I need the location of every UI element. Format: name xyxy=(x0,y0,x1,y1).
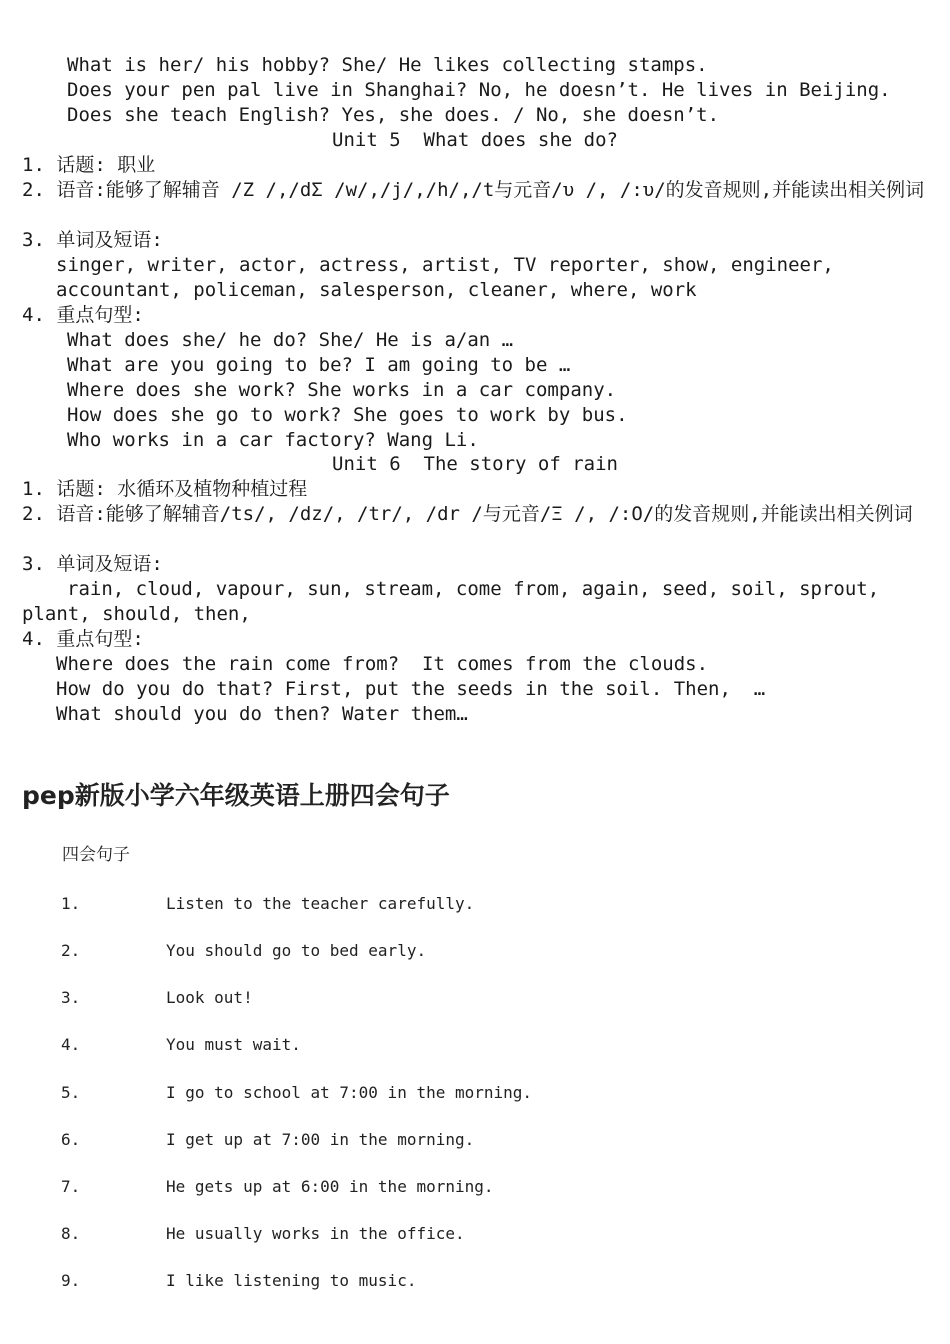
unit6-sentence: Where does the rain come from? It comes from the clouds. xyxy=(56,653,709,675)
unit4-sentence-2: Does your pen pal live in Shanghai? No, he doesn’t. He lives in Beijing. xyxy=(67,79,891,101)
list-item-text: I like listening to music. xyxy=(166,1271,417,1290)
list-item xyxy=(0,892,950,916)
unit6-vocab-line-2: plant, should, then, xyxy=(22,603,251,625)
unit5-sentence: Where does she work? She works in a car company. xyxy=(67,379,617,401)
unit5-sentence: What does she/ he do? She/ He is a/an … xyxy=(67,329,514,351)
unit5-phonics: 2. 语音:能够了解辅音 /Z /,/dΣ /w/,/j/,/h/,/t与元音/υ /, /:υ/的发音规则,并能读出相关例词 xyxy=(22,179,925,201)
list-item-text: You must wait. xyxy=(166,1035,301,1054)
unit6-sentence-label: 4. 重点句型: xyxy=(22,628,144,650)
list-item xyxy=(0,1128,950,1152)
list-item-number: 3. xyxy=(61,988,81,1007)
list-item xyxy=(0,939,950,963)
unit6-sentence: How do you do that? First, put the seeds in the soil. Then, … xyxy=(56,678,766,700)
list-item-number: 6. xyxy=(61,1130,81,1149)
list-item-text: He usually works in the office. xyxy=(166,1224,465,1243)
list-item xyxy=(0,1081,950,1105)
unit6-vocab-line-1: rain, cloud, vapour, sun, stream, come from, again, seed, soil, sprout, xyxy=(67,578,880,600)
list-item-text: Listen to the teacher carefully. xyxy=(166,894,475,913)
list-item-text: Look out! xyxy=(166,988,253,1007)
list-item-text: You should go to bed early. xyxy=(166,941,427,960)
unit6-topic: 1. 话题: 水循环及植物种植过程 xyxy=(22,478,308,500)
list-item-number: 4. xyxy=(61,1035,81,1054)
list-item-text: I go to school at 7:00 in the morning. xyxy=(166,1083,533,1102)
section-subtitle: 四会句子 xyxy=(62,845,130,865)
unit5-vocab-line-2: accountant, policeman, salesperson, cleaner, where, work xyxy=(56,279,697,301)
unit5-vocab-label: 3. 单词及短语: xyxy=(22,229,163,251)
list-item-number: 2. xyxy=(61,941,81,960)
list-item xyxy=(0,986,950,1010)
unit6-title: Unit 6 The story of rain xyxy=(332,453,618,475)
list-item xyxy=(0,1175,950,1199)
unit6-vocab-label: 3. 单词及短语: xyxy=(22,553,163,575)
list-item xyxy=(0,1222,950,1246)
unit5-vocab-line-1: singer, writer, actor, actress, artist, TV reporter, show, engineer, xyxy=(56,254,834,276)
unit6-phonics: 2. 语音:能够了解辅音/ts/, /dz/, /tr/, /dr /与元音/Ξ /, /:O/的发音规则,并能读出相关例词 xyxy=(22,503,913,525)
unit5-topic: 1. 话题: 职业 xyxy=(22,154,156,176)
list-item-text: He gets up at 6:00 in the morning. xyxy=(166,1177,494,1196)
list-item-text: I get up at 7:00 in the morning. xyxy=(166,1130,475,1149)
section-heading: pep新版小学六年级英语上册四会句子 xyxy=(22,781,450,810)
unit4-sentence-3: Does she teach English? Yes, she does. / No, she doesn’t. xyxy=(67,104,720,126)
list-item-number: 8. xyxy=(61,1224,81,1243)
list-item xyxy=(0,1269,950,1293)
list-item xyxy=(0,1033,950,1057)
list-item-number: 5. xyxy=(61,1083,81,1102)
list-item-number: 9. xyxy=(61,1271,81,1290)
unit5-sentence: What are you going to be? I am going to be … xyxy=(67,354,571,376)
unit5-sentence: Who works in a car factory? Wang Li. xyxy=(67,429,479,451)
list-item-number: 1. xyxy=(61,894,81,913)
unit5-title: Unit 5 What does she do? xyxy=(332,129,618,151)
unit5-sentence-label: 4. 重点句型: xyxy=(22,304,144,326)
unit5-sentence: How does she go to work? She goes to work by bus. xyxy=(67,404,628,426)
unit6-sentence: What should you do then? Water them… xyxy=(56,703,468,725)
unit4-sentence-1: What is her/ his hobby? She/ He likes collecting stamps. xyxy=(67,54,708,76)
list-item-number: 7. xyxy=(61,1177,81,1196)
